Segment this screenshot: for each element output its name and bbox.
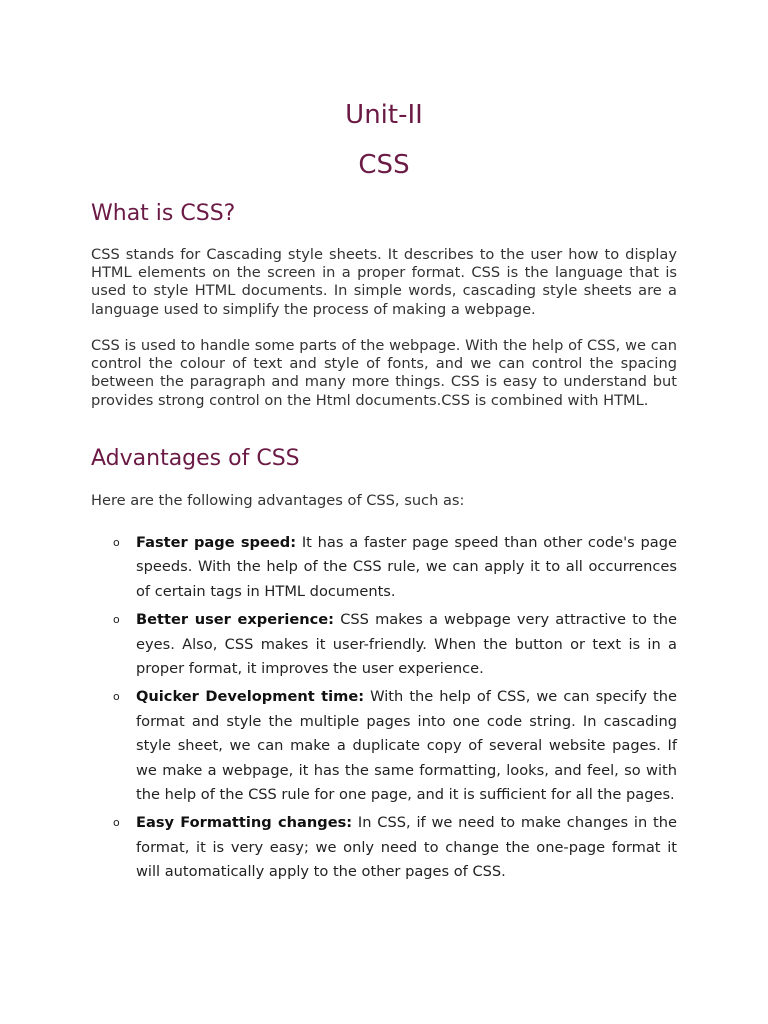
advantage-text: CSS makes a webpage very attractive to the eyes. Also, CSS makes it user-friendly. When the button or text is in a proper format, it improves the user experience. (136, 611, 677, 678)
advantage-term: Easy Formatting changes: (136, 814, 353, 832)
list-item (91, 608, 677, 681)
advantages-intro: Here are the following advantages of CSS, such as: (91, 492, 465, 509)
what-is-css-paragraph-1: CSS stands for Cascading style sheets. It describes to the user how to display HTML elements on the screen in a proper format. CSS is the language that is used to style HTML documents. In simple words, cascading style sheets are a language used to simplify the process of making a webpage. (91, 246, 677, 318)
list-item (91, 811, 677, 884)
advantages-list (91, 531, 677, 889)
advantage-term: Better user experience: (136, 611, 335, 629)
bullet-icon: o (113, 690, 120, 704)
advantage-text: With the help of CSS, we can specify the format and style the multiple pages into one code string. In cascading style sheet, we can make a duplicate copy of several website pages. If we make a webpage, it has the same formatting, looks, and feel, so with the help of the CSS rule for one page, and it is sufficient for all the pages. (136, 688, 678, 804)
bullet-icon: o (113, 613, 120, 627)
list-item (91, 685, 677, 807)
advantage-text: It has a faster page speed than other code's page speeds. With the help of the CSS rule, we can apply it to all occurrences of certain tags in HTML documents. (136, 534, 677, 600)
what-is-css-paragraph-2: CSS is used to handle some parts of the webpage. With the help of CSS, we can control the colour of text and style of fonts, and we can control the spacing between the paragraph and many more things. CSS is easy to understand but provides strong control on the Html documents.CSS is combined with HTML. (91, 337, 677, 409)
bullet-icon: o (113, 816, 120, 830)
advantage-term: Faster page speed: (136, 534, 297, 551)
advantages-heading: Advantages of CSS (91, 446, 300, 471)
advantage-term: Quicker Development time: (136, 688, 365, 706)
advantage-text: In CSS, if we need to make changes in the format, it is very easy; we only need to change the one-page format it will automatically apply to the other pages of CSS. (136, 814, 677, 881)
bullet-icon: o (113, 536, 120, 549)
list-item (91, 531, 677, 604)
what-is-css-heading: What is CSS? (91, 201, 236, 226)
unit-title: Unit-II (345, 100, 423, 130)
page-title: CSS (358, 150, 410, 180)
